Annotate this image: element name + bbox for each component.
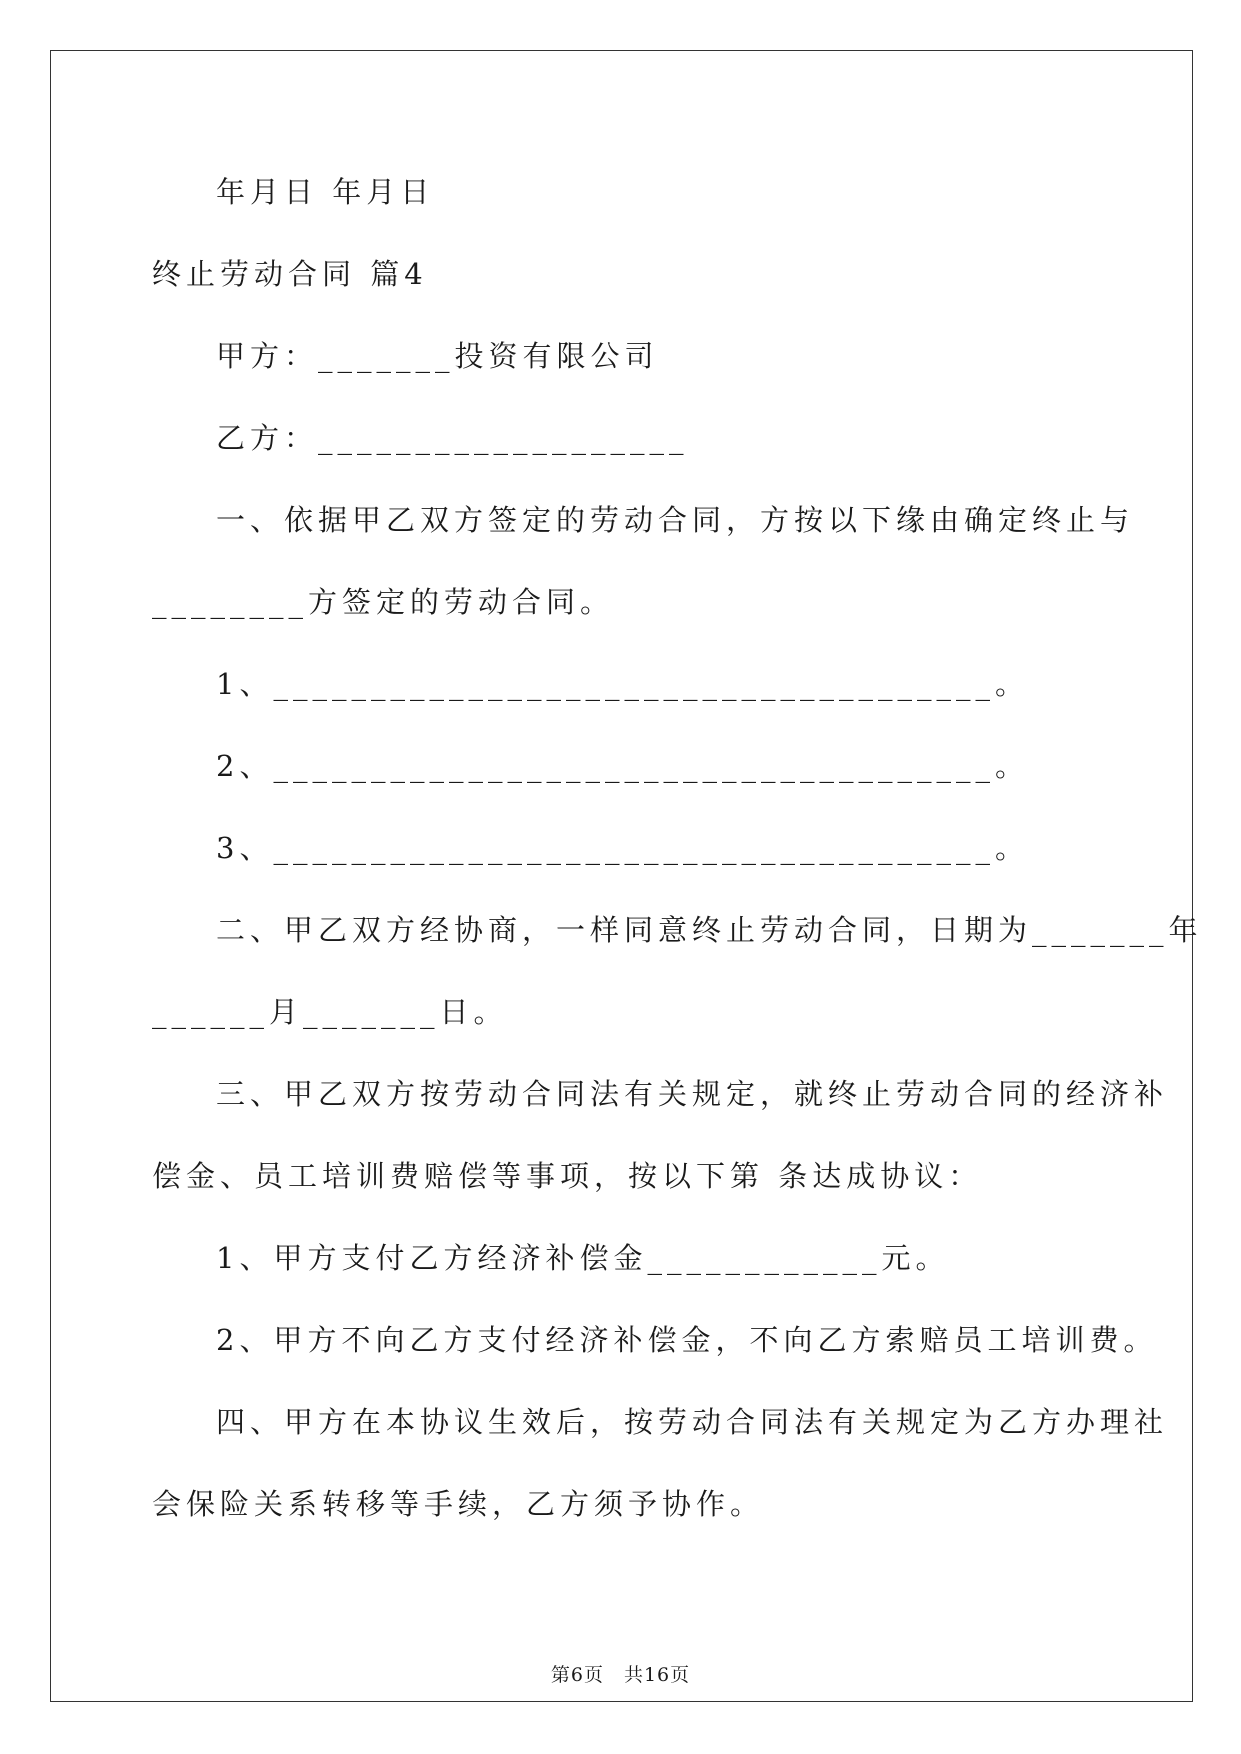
date-line: 年月日 年月日 (216, 175, 435, 209)
agreement-item-2: 2、甲方不向乙方支付经济补偿金，不向乙方索赔员工培训费。 (216, 1323, 1158, 1357)
clause-2-line-2: ______月_______日。 (152, 995, 508, 1029)
page-border (50, 50, 1193, 1702)
party-b-line: 乙方：___________________ (216, 421, 689, 455)
clause-2-line-1: 二、甲乙双方经协商，一样同意终止劳动合同，日期为_______年 (216, 913, 1203, 947)
clause-4-line-2: 会保险关系转移等手续，乙方须予协作。 (152, 1487, 765, 1521)
agreement-item-1: 1、甲方支付乙方经济补偿金____________元。 (216, 1241, 950, 1275)
clause-3-line-1: 三、甲乙双方按劳动合同法有关规定，就终止劳动合同的经济补 (216, 1077, 1169, 1111)
clause-3-line-2: 偿金、员工培训费赔偿等事项，按以下第 条达成协议： (152, 1159, 983, 1193)
clause-1-line-2: ________方签定的劳动合同。 (152, 585, 615, 619)
clause-1-line-1: 一、依据甲乙双方签定的劳动合同，方按以下缘由确定终止与 (216, 503, 1135, 537)
section-title: 终止劳动合同 篇4 (152, 257, 428, 291)
clause-4-line-1: 四、甲方在本协议生效后，按劳动合同法有关规定为乙方办理社 (216, 1405, 1169, 1439)
reason-item-3: 3、_____________________________________。 (216, 831, 1029, 865)
reason-item-2: 2、_____________________________________。 (216, 749, 1029, 783)
page-number: 第6页 共16页 (550, 1664, 691, 1686)
party-a-line: 甲方：_______投资有限公司 (216, 339, 659, 373)
reason-item-1: 1、_____________________________________。 (216, 667, 1029, 701)
